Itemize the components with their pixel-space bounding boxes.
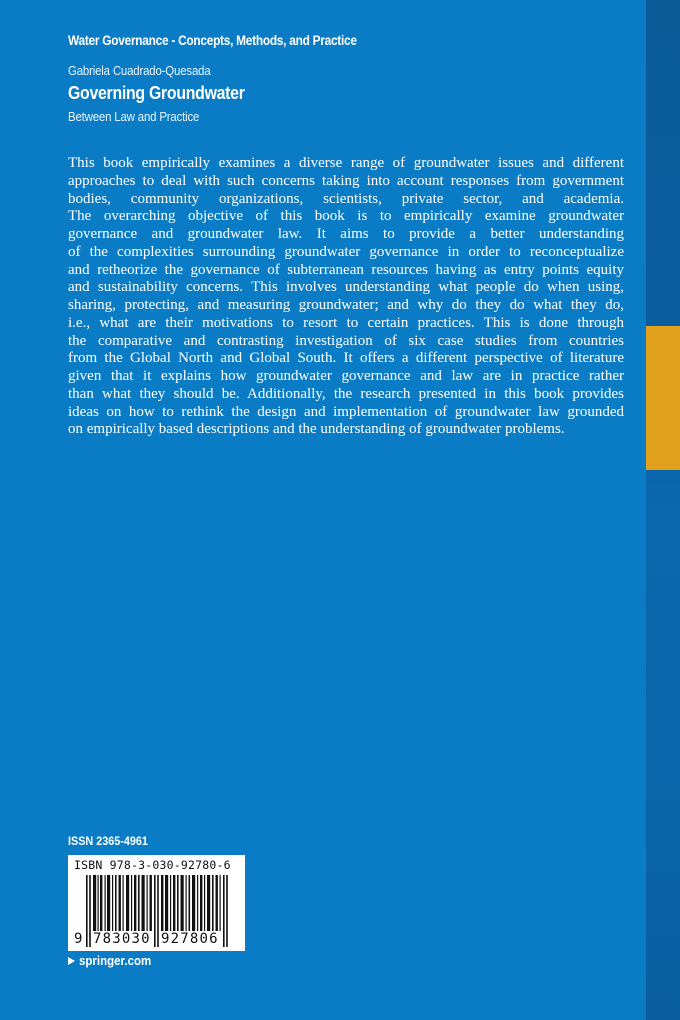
ean-digits-left: 783030 [93, 931, 153, 947]
website-label: springer.com [79, 954, 152, 968]
description-line: i.e., what are their motivations to resort to certain practices. This is done through [68, 314, 624, 331]
description-line: of the complexities surrounding groundwater governance in order to reconceptualize [68, 243, 624, 260]
book-subtitle: Between Law and Practice [68, 109, 200, 124]
description-line: given that it explains how groundwater governance and law are in practice rather [68, 368, 624, 384]
description-line: This book empirically examines a diverse range of groundwater issues and different [68, 155, 624, 171]
description-line: and retheorize the governance of subterranean resources having as entry points equity [68, 261, 624, 278]
description-line: sharing, protecting, and measuring groundwater; and why do they do what they do, [68, 297, 624, 313]
description-line: and sustainability concerns. This involves understanding what people do when using, [68, 279, 624, 296]
book-description [68, 155, 624, 439]
description-line: bodies, community organizations, scientists, private sector, and academia. [68, 190, 624, 207]
isbn-barcode [68, 855, 245, 951]
issn-number: ISSN 2365-4961 [68, 834, 148, 848]
ean-digit-first: 9 [74, 931, 83, 947]
series-title: Water Governance - Concepts, Methods, and Practice [68, 33, 357, 48]
publisher-website-link[interactable] [68, 954, 158, 968]
isbn-number: ISBN 978-3-030-92780-6 [74, 858, 231, 872]
description-line: than what they should be. Additionally, the research presented in this book provides [68, 385, 624, 402]
description-line: governance and groundwater law. It aims to provide a better understanding [68, 226, 624, 242]
description-line: The overarching objective of this book is to empirically examine groundwater [68, 208, 624, 225]
description-line: the comparative and contrasting investigation of six case studies from countries [68, 332, 624, 349]
play-arrow-icon [68, 957, 75, 965]
author-name: Gabriela Cuadrado-Quesada [68, 63, 211, 78]
description-line: approaches to deal with such concerns taking into account responses from government [68, 172, 624, 189]
spine-strip [646, 0, 680, 1020]
description-line: ideas on how to rethink the design and implementation of groundwater law grounded [68, 403, 624, 420]
ean-digits-right: 927806 [161, 931, 223, 947]
book-title: Governing Groundwater [68, 83, 245, 103]
accent-band [646, 326, 680, 470]
description-line: from the Global North and Global South. It offers a different perspective of literature [68, 350, 624, 367]
description-line: on empirically based descriptions and the understanding of groundwater problems. [68, 421, 565, 438]
